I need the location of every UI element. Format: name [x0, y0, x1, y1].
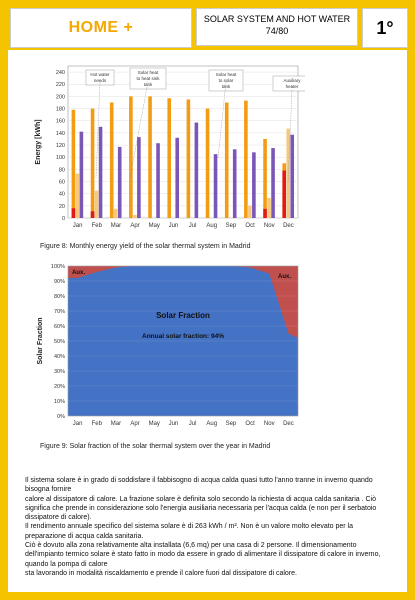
y-tick-label: 80% [53, 294, 65, 300]
body-text [25, 476, 385, 578]
annotation-callout [130, 68, 166, 89]
x-tick-label: Dec [283, 421, 294, 427]
page-title-line1: SOLAR SYSTEM AND HOT WATER [203, 14, 351, 24]
y-tick-label: 180 [55, 106, 65, 113]
bar-solar-heat-to-solar-tank [175, 138, 179, 218]
x-tick-label: Jul [188, 223, 197, 229]
y-tick-label: 160 [55, 118, 65, 125]
figure-8-caption: Figure 8: Monthly energy yield of the solar thermal system in Madrid [40, 243, 251, 250]
x-tick-label: Aug [206, 421, 218, 427]
x-tick-label: Nov [263, 223, 275, 229]
annotation-text: to solar [218, 78, 234, 83]
bar-solar-heat-to-solar-tank [290, 135, 294, 218]
bar-solar-heat-to-solar-tank [195, 123, 199, 218]
annotation-callout [209, 70, 243, 91]
y-tick-label: 80 [58, 167, 65, 174]
x-tick-label: Sep [225, 223, 237, 229]
y-tick-label: 140 [55, 130, 65, 137]
bar-solar-heat-to-heat-sink-tank [76, 174, 80, 218]
page-number: 74/80 [265, 26, 289, 36]
x-tick-label: Jul [188, 421, 197, 427]
x-tick-label: Jan [72, 421, 83, 427]
x-tick-label: Jun [168, 421, 179, 427]
x-tick-label: Dec [283, 223, 294, 229]
y-tick-label: 60% [53, 324, 65, 330]
bar-solar-heat-to-solar-tank [233, 149, 237, 218]
y-tick-label: 50% [53, 339, 65, 345]
bar-auxiliary-heater [91, 211, 95, 218]
y-tick-label: 0% [57, 414, 65, 420]
area-label-solar-fraction: Solar Fraction [156, 311, 210, 320]
bar-solar-heat-to-solar-tank [99, 127, 103, 218]
bar-solar-heat-to-solar-tank [214, 154, 218, 218]
bar-solar-heat-to-solar-tank [271, 148, 275, 218]
bar-hot-water-needs [91, 109, 95, 218]
x-tick-label: Apr [130, 421, 140, 427]
figure-8-chart [30, 58, 305, 244]
page-border-bottom [0, 592, 415, 600]
aux-label-right: Aux. [278, 274, 292, 280]
y-tick-label: 40% [53, 354, 65, 360]
bar-hot-water-needs [187, 99, 191, 218]
y-tick-label: 60 [58, 179, 65, 186]
x-tick-label: May [148, 223, 160, 229]
paragraph: Il sistema solare è in grado di soddisfare il fabbisogno di acqua calda quasi tutto l'anno tranne in inverno quando bisogna fornire [25, 477, 373, 494]
x-tick-label: Mar [110, 421, 122, 427]
y-tick-label: 200 [55, 94, 65, 101]
bar-hot-water-needs [167, 98, 171, 218]
page-border-right [407, 0, 415, 600]
bar-solar-heat-to-solar-tank [118, 147, 122, 218]
section-number: 1° [362, 8, 408, 48]
page-title [196, 8, 358, 46]
bar-hot-water-needs [225, 102, 229, 218]
y-tick-label: 100 [55, 155, 65, 162]
bar-solar-heat-to-heat-sink-tank [133, 215, 137, 218]
bar-solar-heat-to-heat-sink-tank [248, 206, 252, 218]
y-tick-label: 10% [53, 399, 65, 405]
annotation-callout [273, 76, 305, 91]
x-tick-label: Feb [91, 223, 102, 229]
annotation-text: to heat sink [136, 76, 160, 81]
bar-hot-water-needs [148, 96, 152, 218]
y-tick-label: 20% [53, 384, 65, 390]
y-tick-label: 240 [55, 70, 65, 77]
annotation-text: Auxiliary [283, 78, 301, 83]
x-tick-label: Aug [206, 223, 218, 229]
bar-hot-water-needs [129, 96, 133, 218]
y-tick-label: 120 [55, 143, 65, 150]
paragraph: Ciò è dovuto alla zona relativamente alta installata (6,6 mq) per una casa di 2 persone. Il dimensionamento dell'impianto termico solare è stato fatto in modo da essere in grado di alimentare il dissipatore di calore in inverno, quando la pompa di calore [25, 542, 381, 568]
bar-auxiliary-heater [263, 209, 267, 218]
bar-hot-water-needs [110, 102, 114, 218]
annual-solar-fraction-label: Annual solar fraction: 94% [142, 333, 224, 340]
y-tick-label: 0 [61, 216, 65, 222]
annotation-text: Solar heat [215, 72, 237, 77]
brand-logo: HOME + [68, 19, 134, 36]
bar-solar-heat-to-heat-sink-tank [95, 191, 99, 218]
y-tick-label: 30% [53, 369, 65, 375]
annotation-text: tank [143, 82, 153, 87]
y-tick-label: 40 [58, 191, 65, 198]
brand-box [10, 8, 192, 48]
y-tick-label: 70% [53, 309, 65, 315]
bar-solar-heat-to-solar-tank [137, 137, 141, 218]
x-tick-label: Mar [110, 223, 122, 229]
bar-hot-water-needs [244, 101, 248, 218]
x-tick-label: Nov [263, 421, 275, 427]
bar-solar-heat-to-solar-tank [252, 152, 256, 218]
y-tick-label: 100% [50, 264, 65, 270]
figure-9-chart [30, 260, 305, 440]
bar-hot-water-needs [263, 139, 267, 218]
bar-solar-heat-to-solar-tank [156, 143, 160, 218]
x-tick-label: Jun [168, 223, 179, 229]
annotation-text: tank [221, 84, 231, 89]
y-tick-label: 220 [55, 82, 65, 89]
figure-9-caption: Figure 9: Solar fraction of the solar thermal system over the year in Madrid [40, 443, 271, 450]
y-tick-label: 20 [58, 203, 65, 210]
paragraph: sta lavorando in modalità riscaldamento e prende il calore fuori dal dissipatore di calore. [25, 569, 297, 577]
bar-solar-heat-to-solar-tank [80, 132, 84, 218]
x-tick-label: Apr [130, 223, 140, 229]
x-tick-label: Feb [91, 421, 102, 427]
y-tick-label: 90% [53, 279, 65, 285]
y-axis-label: Solar Fraction [37, 317, 44, 365]
y-axis-label: Energy [kWh] [35, 119, 42, 165]
x-tick-label: Jan [72, 223, 83, 229]
x-tick-label: Oct [245, 223, 255, 229]
x-tick-label: May [148, 421, 160, 427]
paragraph: calore al dissipatore di calore. La frazione solare è definita solo secondo la richiesta di acqua calda sanitaria . Ciò significa che prende in considerazione solo l'energia ausiliaria necessaria per l'acqua calda (e non per il serbatoio dissipatore di calore). [25, 495, 377, 522]
x-tick-label: Oct [245, 421, 255, 427]
annotation-text: heater [285, 84, 299, 89]
bar-solar-heat-to-heat-sink-tank [114, 209, 118, 218]
annotation-text: Solar heat [137, 70, 159, 75]
aux-label-left: Aux. [72, 270, 86, 276]
bar-auxiliary-heater [282, 171, 286, 218]
bar-hot-water-needs [206, 109, 210, 218]
x-tick-label: Sep [225, 421, 237, 427]
bar-auxiliary-heater [72, 208, 76, 218]
annotation-text: Hot water [90, 72, 110, 77]
page-border-left [0, 0, 8, 600]
bar-hot-water-needs [72, 110, 76, 218]
paragraph: Il rendimento annuale specifico del sistema solare è di 263 kWh / m². Non è un valore molto elevato per la preparazione di acqua calda sanitaria. [25, 523, 354, 540]
bar-solar-heat-to-heat-sink-tank [267, 198, 271, 218]
annotation-text: needs [93, 78, 107, 83]
